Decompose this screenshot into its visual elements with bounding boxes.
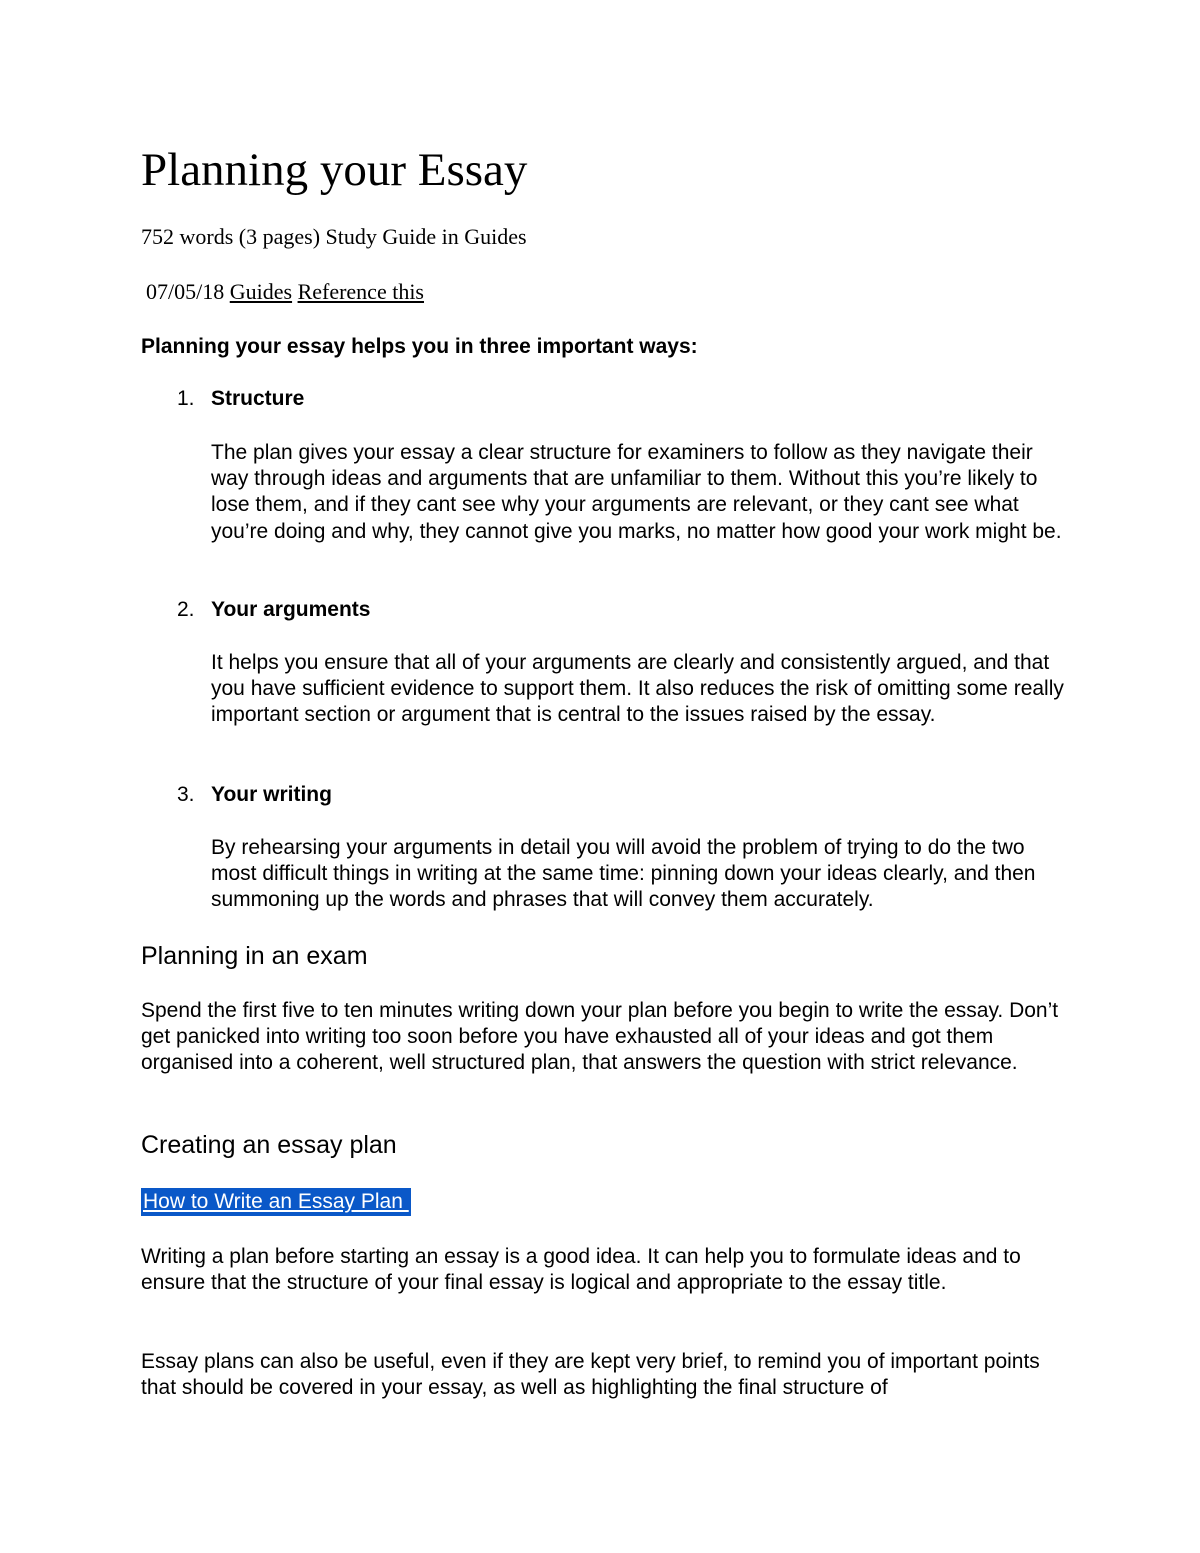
exam-paragraph: Spend the first five to ten minutes writing down your plan before you begin to write the essay. Don’t get panicked into writing too soon before you have exhausted all of your ideas and got them organised into a coherent, well structured plan, that answers the question with strict relevance. <box>141 999 1059 1075</box>
reference-this-link[interactable]: Reference this <box>297 279 424 304</box>
plan-paragraph-1: Writing a plan before starting an essay is a good idea. It can help you to formulate ideas and to ensure that the structure of your final essay is logical and appropriate to the essay title. <box>141 1245 1021 1295</box>
list-item-heading: Your arguments <box>211 598 371 621</box>
document-meta: 752 words (3 pages) Study Guide in Guides <box>141 224 527 249</box>
list-item-heading: Structure <box>211 387 305 410</box>
list-number: 2. <box>177 598 195 621</box>
plan-paragraph-2: Essay plans can also be useful, even if they are kept very brief, to remind you of important points that should be covered in your essay, as well as highlighting the final structure of <box>141 1350 1040 1400</box>
list-number: 3. <box>177 783 195 806</box>
essay-plan-video-link[interactable]: How to Write an Essay Plan <box>141 1188 411 1216</box>
dateline <box>146 278 424 306</box>
intro-heading: Planning your essay helps you in three important ways: <box>141 335 698 358</box>
guides-link[interactable]: Guides <box>229 279 293 304</box>
section-heading-exam: Planning in an exam <box>141 942 368 970</box>
section-heading-plan: Creating an essay plan <box>141 1131 397 1159</box>
page-title: Planning your Essay <box>141 144 528 196</box>
list-item-body: The plan gives your essay a clear structure for examiners to follow as they navigate their way through ideas and arguments that are unfamiliar to them. Without this you’re likely to lose them, and if they cant see why your arguments are relevant, or they cant see what you’re doing and why, they cannot give you marks, no matter how good your work might be. <box>211 441 1062 543</box>
list-item-body: It helps you ensure that all of your arguments are clearly and consistently argued, and that you have sufficient evidence to support them. It also reduces the risk of omitting some really important section or argument that is central to the issues raised by the essay. <box>211 651 1064 727</box>
list-number: 1. <box>177 387 195 410</box>
list-item-body: By rehearsing your arguments in detail you will avoid the problem of trying to do the two most difficult things in writing at the same time: pinning down your ideas clearly, and then summoning up the words and phrases that will convey them accurately. <box>211 836 1036 912</box>
publish-date: 07/05/18 <box>146 279 225 304</box>
list-item-heading: Your writing <box>211 783 332 806</box>
